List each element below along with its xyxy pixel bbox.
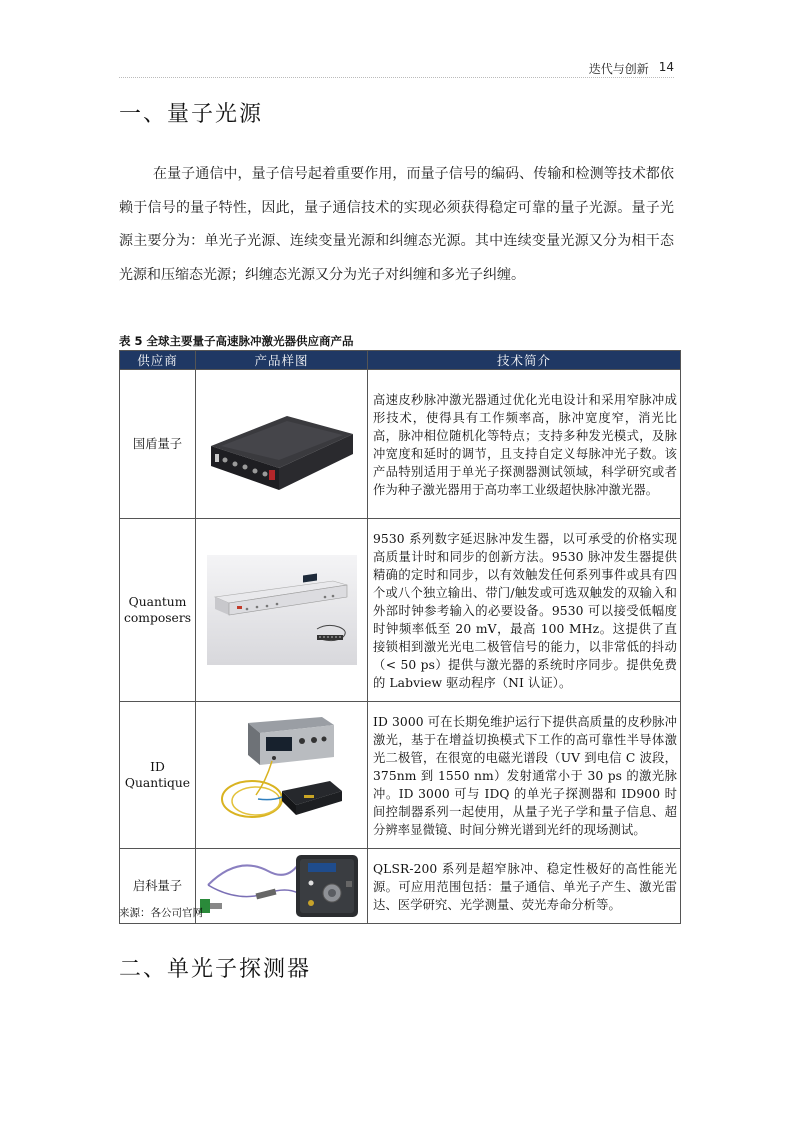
column-header-vendor: 供应商 [120,351,196,370]
vendor-cell [120,370,196,519]
vendor-cell [120,702,196,849]
vendor-name: 启科量子 [132,879,183,893]
description-cell: 高速皮秒脉冲激光器通过优化光电设计和采用窄脉冲成形技术，使得具有工作频率高，脉冲宽度窄，消光比高，脉冲相位随机化等特点；支持多种发光模式，及脉冲宽度和延时的调节，且支持自定义每脉冲光子数。该产品特别适用于单光子探测器测试领域，科学研究或者作为种子激光器用于高功率工业级超快脉冲激光器。 [368,370,681,519]
vendor-table [119,350,681,924]
table-row [120,519,681,702]
column-header-description: 技术简介 [368,351,681,370]
product-image-cell [196,370,368,519]
fiber-laser-module-icon [198,851,366,921]
intro-paragraph: 在量子通信中，量子信号起着重要作用，而量子信号的编码、传输和检测等技术都依赖于信号的量子特性，因此，量子通信技术的实现必须获得稳定可靠的量子光源。量子光源主要分为：单光子光源、连续变量光源和纠缠态光源。其中连续变量光源又分为相干态光源和压缩态光源；纠缠态光源又分为光子对纠缠和多光子纠缠。 [119,166,674,283]
vendor-name: ID Quantique [124,760,191,790]
source-note: 来源：各公司官网 [119,907,203,919]
section-title-single-photon-detector: 二、单光子探测器 [119,957,312,982]
description-cell: QLSR-200 系列是超窄脉冲、稳定性极好的高性能光源。可应用范围包括：量子通信、单光子产生、激光雷达、医学研究、光学测量、荧光寿命分析等。 [368,849,681,924]
description-cell: ID 3000 可在长期免维护运行下提供高质量的皮秒脉冲激光，基于在增益切换模式下工作的高可靠性半导体激光二极管，在很宽的电磁光谱段（UV 到电信 C 波段，375nm 到 1550 nm）发射通常小于 30 ps 的激光脉冲。ID 3000 可与 IDQ 的单光子探测器和 ID900 时间控制器系列一起使用，从量子光子学和量子信息、超分辨率显微镜、时间分辨光谱到光纤的现场测试。 [368,702,681,849]
table-row [120,702,681,849]
page-number: 14 [658,60,674,74]
running-header [589,60,674,77]
table-row [120,370,681,519]
header-title: 迭代与创新 [588,62,649,76]
product-image-cell [196,519,368,702]
vendor-cell [120,519,196,702]
product-image-cell [196,702,368,849]
product-image-cell [196,849,368,924]
laser-box-icon [203,394,361,494]
section-title-quantum-light-source: 一、量子光源 [119,102,264,127]
laser-unit-with-fiber-icon [212,711,352,839]
description-cell: 9530 系列数字延迟脉冲发生器，以可承受的价格实现高质量计时和同步的创新方法。9530 脉冲发生器提供精确的定时和同步，以有效触发任何系列事件或具有四个或八个独立输出、带门/触发或可选双触发的双输入和外部时钟参考输入的必要设备。9530 可以接受低幅度时钟频率低至 20 mV，最高 100 MHz。这提供了直接锁相到激光光电二极管信号的能力，以非常低的抖动（< 50 ps）提供与激光器的系统时序同步。提供免费的 Labview 驱动程序（NI 认证）。 [368,519,681,702]
header-divider [119,77,674,78]
table-caption: 表 5 全球主要量子高速脉冲激光器供应商产品 [119,334,354,348]
table-header-row [120,351,681,370]
table-row [120,849,681,924]
column-header-image: 产品样图 [196,351,368,370]
vendor-name: Quantum composers [124,595,192,625]
rack-pulse-generator-icon [207,555,357,665]
vendor-name: 国盾量子 [132,437,183,451]
